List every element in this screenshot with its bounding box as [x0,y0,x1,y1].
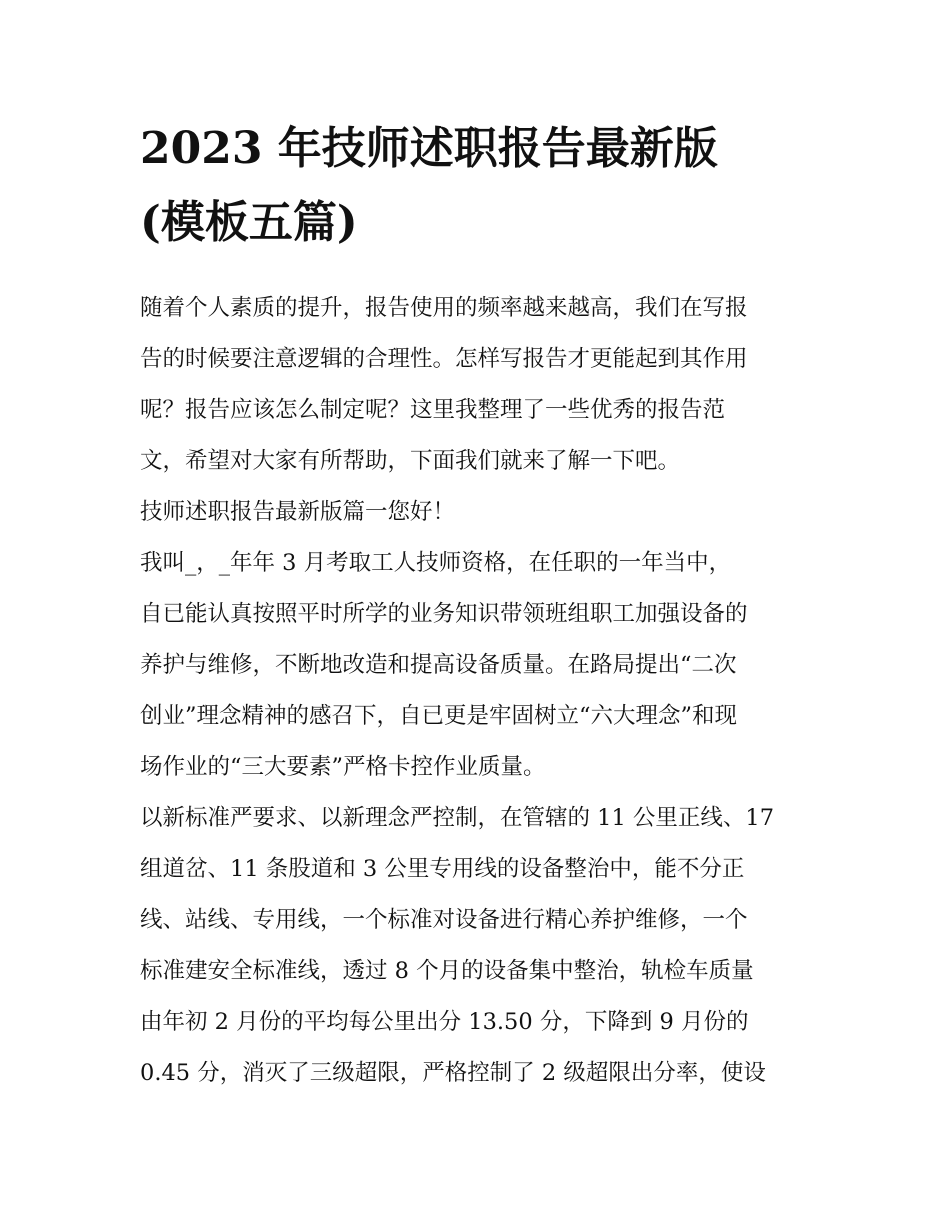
body-line: 文，希望对大家有所帮助，下面我们就来了解一下吧。 [140,448,681,474]
body-line: 标准建安全标准线，透过 8 个月的设备集中整治，轨检车质量 [140,958,754,984]
body-line: 创业”理念精神的感召下，自已更是牢固树立“六大理念”和现 [140,703,738,729]
title-line-1: 2023 年技师述职报告最新版 [140,123,718,174]
body-line: 随着个人素质的提升，报告使用的频率越来越高，我们在写报 [140,295,748,321]
document-body [140,283,820,1099]
body-line: 自已能认真按照平时所学的业务知识带领班组职工加强设备的 [140,601,748,627]
document-title [140,112,820,260]
body-line: 场作业的“三大要素”严格卡控作业质量。 [140,754,546,780]
body-line: 组道岔、11 条股道和 3 公里专用线的设备整治中，能不分正 [140,856,745,882]
title-line-2: (模板五篇) [140,197,358,248]
body-line: 0.45 分，消灭了三级超限，严格控制了 2 级超限出分率，使设 [140,1060,766,1086]
body-line: 呢？报告应该怎么制定呢？这里我整理了一些优秀的报告范 [140,397,726,423]
body-line: 由年初 2 月份的平均每公里出分 13.50 分，下降到 9 月份的 [140,1009,749,1035]
body-line: 告的时候要注意逻辑的合理性。怎样写报告才更能起到其作用 [140,346,748,372]
section-heading-line: 技师述职报告最新版篇一您好！ [140,499,456,525]
body-line: 我叫_，_年年 3 月考取工人技师资格，在任职的一年当中， [140,550,732,576]
body-line: 线、站线、专用线，一个标准对设备进行精心养护维修，一个 [140,907,748,933]
body-line: 以新标准严要求、以新理念严控制，在管辖的 11 公里正线、17 [140,805,775,831]
body-line: 养护与维修，不断地改造和提高设备质量。在路局提出“二次 [140,652,737,678]
